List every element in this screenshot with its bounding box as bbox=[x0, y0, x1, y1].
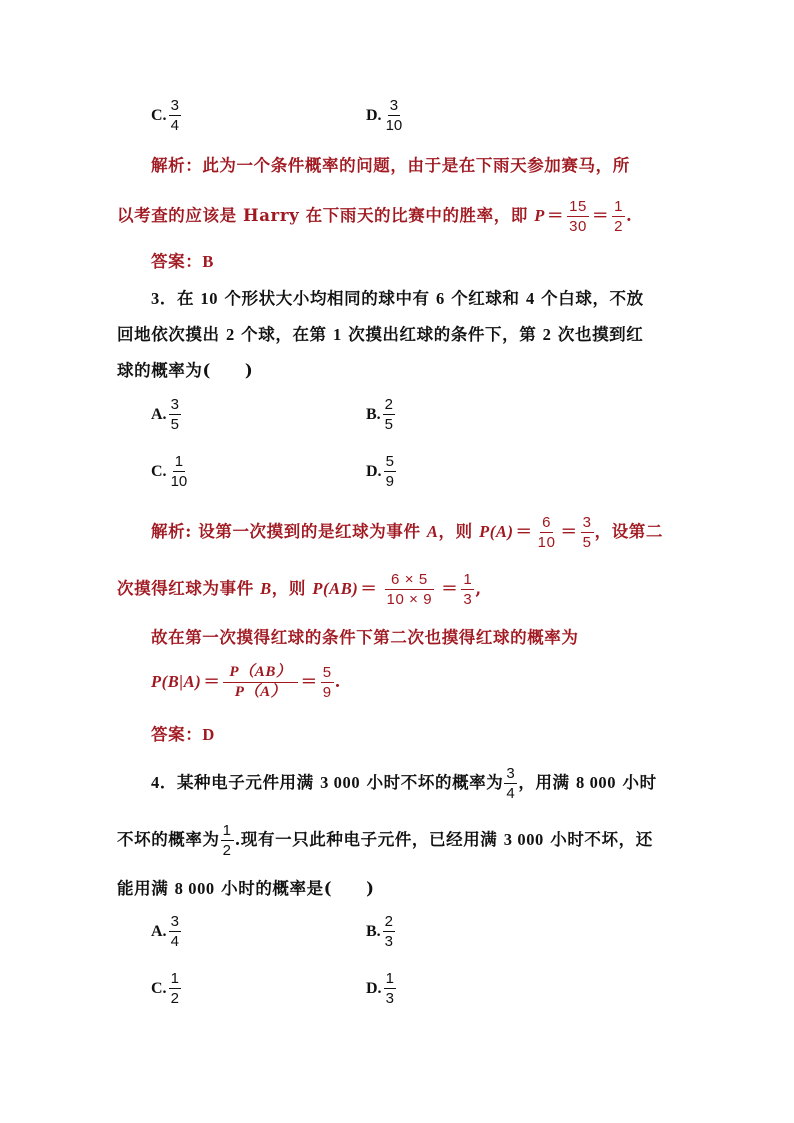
q4-stem-line1: 4．某种电子元件用满 3 000 小时不坏的概率为 $\frac{3}{4}$ ，用满 8 000 小时 bbox=[151, 765, 657, 802]
q3-analysis-line3: 故在第一次摸得红球的条件下第二次也摸得红球的概率为 bbox=[151, 628, 579, 647]
q2-answer: 答案：B bbox=[151, 252, 214, 271]
q3-analysis-line4: P(B|A) ＝ $\frac{P(AB)}{P(A)}$ ＝ $\frac{5}{9}$ . bbox=[151, 664, 342, 701]
q3-analysis-line1: 解析: 设第一次摸到的是红球为事件 A，则 P(A) ＝ $\frac{6}{10}$ ＝ $\frac{3}{5}$ ，设第二 bbox=[151, 514, 664, 551]
option-label: C. bbox=[151, 979, 167, 997]
fraction: $\frac{3}{10}$ bbox=[385, 97, 403, 134]
option-label: D. bbox=[366, 106, 382, 124]
fraction: $\frac{P(AB)}{P(A)}$ bbox=[223, 664, 297, 701]
q4-option-b[interactable] bbox=[366, 913, 396, 950]
fraction: $\frac{3}{5}$ bbox=[170, 396, 179, 433]
fraction: $\frac{2}{5}$ bbox=[384, 396, 394, 433]
q3-answer: 答案：D bbox=[151, 725, 215, 744]
fraction: $\frac{3}{5}$ bbox=[582, 514, 592, 551]
q4-stem-line2: 不坏的概率为 $\frac{1}{2}$ .现有一只此种电子元件，已经用满 3 000 小时不坏，还 bbox=[117, 822, 653, 859]
q2-analysis-line1: 解析：此为一个条件概率的问题，由于是在下雨天参加赛马，所 bbox=[151, 156, 630, 175]
fraction: $\frac{3}{4}$ bbox=[170, 913, 179, 950]
option-label: C. bbox=[151, 462, 167, 480]
fraction: $\frac{1}{10}$ bbox=[170, 453, 188, 490]
q3-stem-line1: 3．在 10 个形状大小均相同的球中有 6 个红球和 4 个白球，不放 bbox=[151, 289, 644, 308]
option-label: B. bbox=[366, 922, 381, 940]
fraction: $\frac{5}{9}$ bbox=[385, 453, 394, 490]
option-label: B. bbox=[366, 405, 381, 423]
q2-option-c[interactable] bbox=[151, 97, 182, 134]
q3-stem-line2: 回地依次摸出 2 个球，在第 1 次摸出红球的条件下，第 2 次也摸到红 bbox=[117, 325, 644, 344]
q3-option-d[interactable] bbox=[366, 453, 397, 490]
option-label: D. bbox=[366, 462, 382, 480]
fraction: $\frac{2}{3}$ bbox=[384, 913, 394, 950]
option-label: A. bbox=[151, 922, 167, 940]
q2-analysis-line2: 以考查的应该是 Harry 在下雨天的比赛中的胜率，即 P ＝ $\frac{15}{30}$ ＝ $\frac{1}{2}$ . bbox=[117, 198, 633, 235]
fraction: $\frac{1}{2}$ bbox=[614, 198, 624, 235]
fraction: $\frac{1}{2}$ bbox=[222, 822, 232, 859]
q4-option-c[interactable] bbox=[151, 970, 182, 1007]
fraction: $\frac{6 \times 5}{10 \times 9}$ bbox=[386, 571, 433, 608]
fraction: $\frac{1}{3}$ bbox=[463, 571, 473, 608]
q2-option-d[interactable] bbox=[366, 97, 405, 134]
fraction: $\frac{1}{3}$ bbox=[385, 970, 394, 1007]
q3-option-b[interactable] bbox=[366, 396, 396, 433]
option-label: C. bbox=[151, 106, 167, 124]
fraction: $\frac{15}{30}$ bbox=[569, 198, 587, 235]
q3-stem-line3: 球的概率为( ) bbox=[117, 361, 254, 380]
fraction: $\frac{1}{2}$ bbox=[170, 970, 179, 1007]
fraction: $\frac{5}{9}$ bbox=[322, 664, 332, 701]
q3-option-a[interactable] bbox=[151, 396, 182, 433]
option-label: A. bbox=[151, 405, 167, 423]
q4-option-d[interactable] bbox=[366, 970, 397, 1007]
q3-option-c[interactable] bbox=[151, 453, 190, 490]
q4-stem-line3: 能用满 8 000 小时的概率是( ) bbox=[117, 879, 375, 898]
q4-option-a[interactable] bbox=[151, 913, 182, 950]
option-label: D. bbox=[366, 979, 382, 997]
fraction: $\frac{3}{4}$ bbox=[170, 97, 179, 134]
q3-analysis-line2: 次摸得红球为事件 B，则 P(AB) ＝ $\frac{6 \times 5}{10 \times 9}$ ＝ $\frac{1}{3}$ , bbox=[117, 571, 482, 608]
fraction: $\frac{6}{10}$ bbox=[537, 514, 556, 551]
fraction: $\frac{3}{4}$ bbox=[506, 765, 516, 802]
